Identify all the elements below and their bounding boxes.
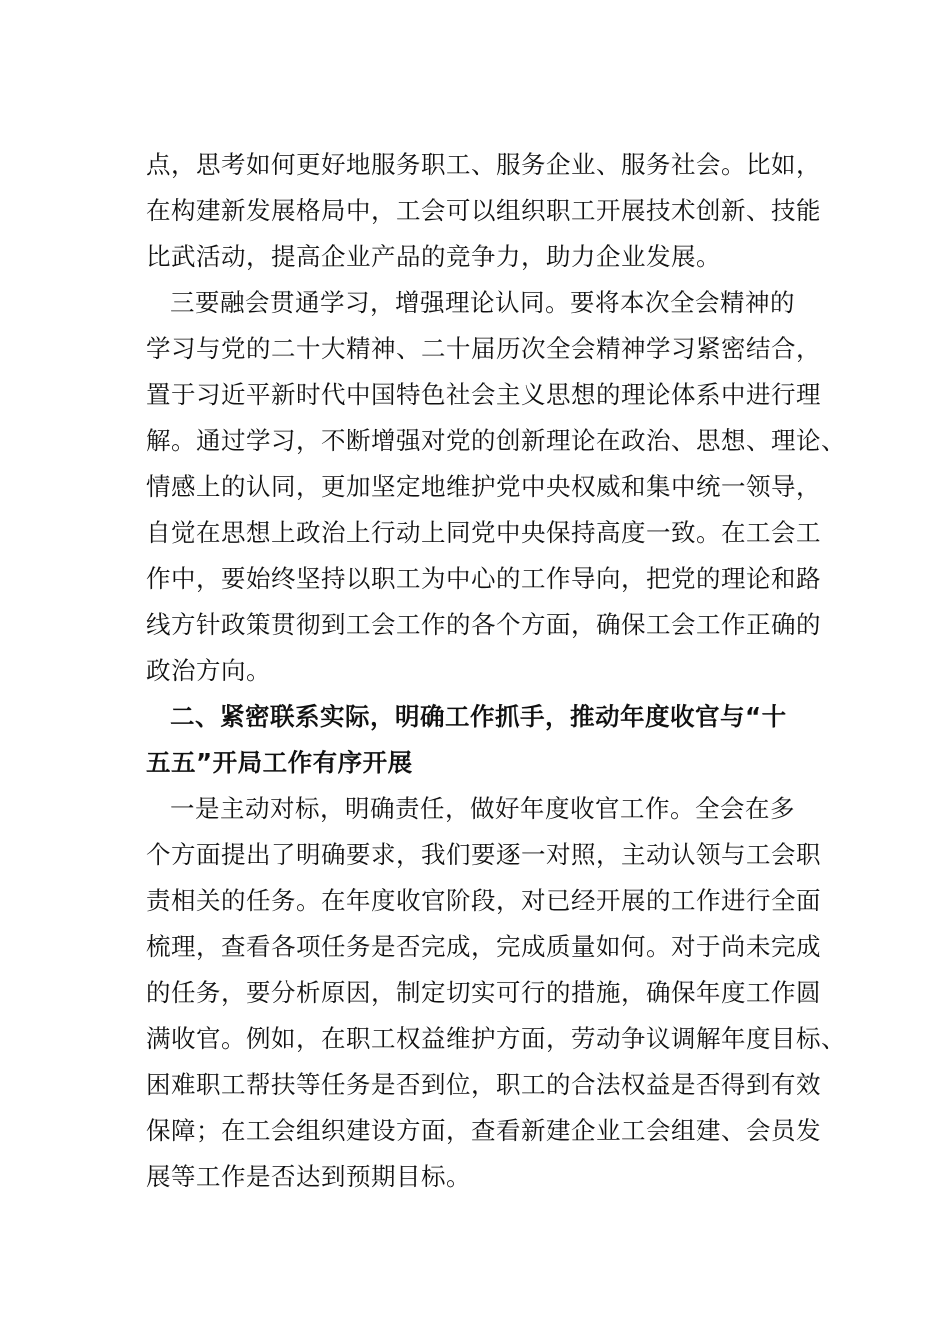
paragraph-line: 政治方向。 xyxy=(146,656,271,685)
paragraph-line: 置于习近平新时代中国特色社会主义思想的理论体系中进行理 xyxy=(146,380,821,409)
paragraph-line: 学习与党的二十大精神、二十届历次全会精神学习紧密结合， xyxy=(146,334,821,363)
paragraph-line: 展等工作是否达到预期目标。 xyxy=(146,1162,471,1191)
section-heading-continued: 五五”开局工作有序开展 xyxy=(146,748,413,777)
paragraph-first-line: 一是主动对标，明确责任，做好年度收官工作。全会在多 xyxy=(170,794,795,823)
paragraph-line: 情感上的认同，更加坚定地维护党中央权威和集中统一领导， xyxy=(146,472,821,501)
section-heading: 二、紧密联系实际，明确工作抓手，推动年度收官与“十 xyxy=(170,702,787,731)
paragraph-line: 困难职工帮扶等任务是否到位，职工的合法权益是否得到有效 xyxy=(146,1070,821,1099)
paragraph-line: 点，思考如何更好地服务职工、服务企业、服务社会。比如， xyxy=(146,150,821,179)
paragraph-line: 比武活动，提高企业产品的竞争力，助力企业发展。 xyxy=(146,242,721,271)
paragraph-line: 责相关的任务。在年度收官阶段，对已经开展的工作进行全面 xyxy=(146,886,821,915)
paragraph-line: 解。通过学习，不断增强对党的创新理论在政治、思想、理论、 xyxy=(146,426,846,455)
paragraph-line: 线方针政策贯彻到工会工作的各个方面，确保工会工作正确的 xyxy=(146,610,821,639)
paragraph-line: 作中，要始终坚持以职工为中心的工作导向，把党的理论和路 xyxy=(146,564,821,593)
paragraph-line: 的任务，要分析原因，制定切实可行的措施，确保年度工作圆 xyxy=(146,978,821,1007)
paragraph-line: 在构建新发展格局中，工会可以组织职工开展技术创新、技能 xyxy=(146,196,821,225)
paragraph-line: 保障；在工会组织建设方面，查看新建企业工会组建、会员发 xyxy=(146,1116,821,1145)
document-body xyxy=(146,142,846,1200)
paragraph-line: 自觉在思想上政治上行动上同党中央保持高度一致。在工会工 xyxy=(146,518,821,547)
paragraph-line: 梳理，查看各项任务是否完成，完成质量如何。对于尚未完成 xyxy=(146,932,821,961)
paragraph-first-line: 三要融会贯通学习，增强理论认同。要将本次全会精神的 xyxy=(170,288,795,317)
paragraph-line: 满收官。例如，在职工权益维护方面，劳动争议调解年度目标、 xyxy=(146,1024,846,1053)
paragraph-line: 个方面提出了明确要求，我们要逐一对照，主动认领与工会职 xyxy=(146,840,821,869)
